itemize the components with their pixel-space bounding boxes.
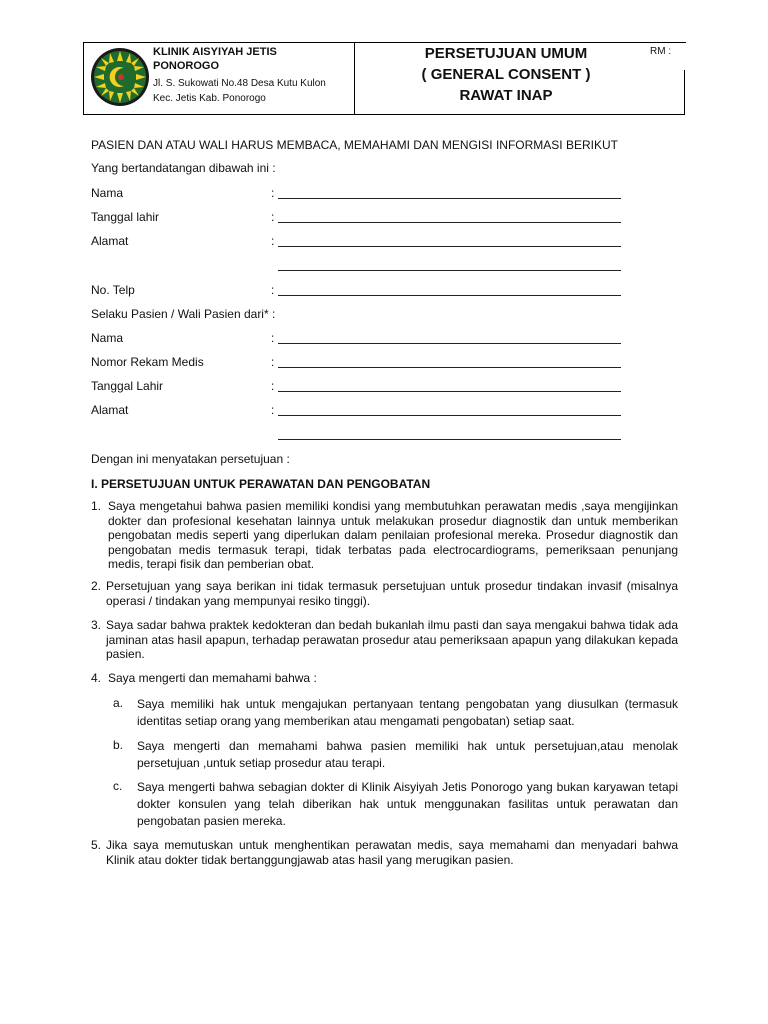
- item-number: 2.: [91, 579, 102, 593]
- sub-item-b: Saya mengerti dan memahami bahwa pasien memiliki hak untuk persetujuan,atau menolak persetujuan ,untuk setiap prosedur atau terapi.: [137, 739, 678, 770]
- patient-record-number-label: Nomor Rekam Medis: [91, 355, 204, 369]
- patient-address-label: Alamat: [91, 403, 129, 417]
- patient-birthdate-label: Tanggal Lahir: [91, 379, 164, 393]
- sub-item-a: Saya memiliki hak untuk mengajukan pertanyaan tentang pengobatan yang diusulkan (termasuk identitas setiap orang yang memberikan atau mengamati pengobatan) setiap saat.: [137, 697, 678, 728]
- patient-address-field[interactable]: [278, 415, 621, 416]
- signer-birthdate-label: Tanggal lahir: [91, 210, 160, 224]
- item-number: 4.: [91, 671, 102, 685]
- signer-name-field[interactable]: [278, 198, 621, 199]
- signer-phone-field[interactable]: [278, 295, 621, 296]
- title-line-3: RAWAT INAP: [459, 87, 553, 104]
- header-border-right: [684, 70, 685, 115]
- clinic-name: KLINIK AISYIYAH JETIS PONOROGO: [153, 46, 277, 72]
- consent-item-1: [108, 499, 678, 572]
- patient-intro: Selaku Pasien / Wali Pasien dari* :: [91, 307, 276, 321]
- patient-record-number-field[interactable]: [278, 367, 621, 368]
- colon: :: [271, 186, 275, 200]
- section-heading: I. PERSETUJUAN UNTUK PERAWATAN DAN PENGOBATAN: [91, 477, 431, 491]
- form-title: [356, 43, 656, 106]
- patient-name-field[interactable]: [278, 343, 621, 344]
- sub-item-mark: c.: [113, 779, 123, 793]
- signer-address-field-line2[interactable]: [278, 270, 621, 271]
- clinic-address: Jl. S. Sukowati No.48 Desa Kutu Kulon Kec. Jetis Kab. Ponorogo: [153, 78, 326, 104]
- patient-birthdate-field[interactable]: [278, 391, 621, 392]
- consent-item-text: Jika saya memutuskan untuk menghentikan perawatan medis, saya memahami dan menyadari bahwa Klinik atau dokter tidak bertanggungjawab atas hasil yang merugikan pasien.: [106, 838, 678, 867]
- consent-item-text: Persetujuan yang saya berikan ini tidak termasuk persetujuan untuk prosedur tindakan invasif (misalnya operasi / tindakan yang mempunyai resiko tinggi).: [106, 579, 678, 608]
- header-divider: [354, 42, 355, 114]
- consent-item-3: [106, 618, 678, 662]
- signer-address-field[interactable]: [278, 246, 621, 247]
- colon: :: [271, 355, 275, 369]
- patient-name-label: Nama: [91, 331, 124, 345]
- signer-intro: Yang bertandatangan dibawah ini :: [91, 161, 276, 175]
- title-line-2: ( GENERAL CONSENT ): [421, 66, 591, 83]
- signer-name-label: Nama: [91, 186, 124, 200]
- instruction-text: PASIEN DAN ATAU WALI HARUS MEMBACA, MEMAHAMI DAN MENGISI INFORMASI BERIKUT: [91, 138, 618, 152]
- colon: :: [271, 331, 275, 345]
- consent-intro: Dengan ini menyatakan persetujuan :: [91, 452, 290, 466]
- signer-birthdate-field[interactable]: [278, 222, 621, 223]
- item-number: 1.: [91, 499, 102, 513]
- clinic-logo-icon: [90, 47, 150, 107]
- patient-address-field-line2[interactable]: [278, 439, 621, 440]
- signer-address-label: Alamat: [91, 234, 129, 248]
- colon: :: [271, 403, 275, 417]
- colon: :: [271, 283, 275, 297]
- signer-phone-label: No. Telp: [91, 283, 135, 297]
- item-number: 5.: [91, 838, 102, 852]
- sub-item-mark: a.: [113, 696, 124, 710]
- consent-item-2: [106, 579, 678, 608]
- sub-item-c: Saya mengerti bahwa sebagian dokter di Klinik Aisyiyah Jetis Ponorogo yang bukan karyawan tetapi dokter konsulen yang telah diberikan hak untuk menggunakan fasilitas untuk perawatan dan pengobatan pasien mereka.: [137, 780, 678, 828]
- rm-label: RM :: [650, 46, 672, 57]
- title-line-1: PERSETUJUAN UMUM: [424, 45, 588, 62]
- sub-item-mark: b.: [113, 738, 124, 752]
- consent-item-text: Saya sadar bahwa praktek kedokteran dan bedah bukanlah ilmu pasti dan saya mengakui bahwa tidak ada jaminan atas hasil apapun, terhadap perawatan prosedur atau pemeriksaan apapun yang dilakukan kepada pasien.: [106, 618, 678, 662]
- header-border-bottom: [83, 114, 685, 115]
- consent-item-5: [106, 838, 678, 867]
- consent-item-4: Saya mengerti dan memahami bahwa :: [108, 671, 317, 685]
- colon: :: [271, 210, 275, 224]
- colon: :: [271, 234, 275, 248]
- item-number: 3.: [91, 618, 102, 632]
- colon: :: [271, 379, 275, 393]
- consent-item-text: Saya mengetahui bahwa pasien memiliki kondisi yang membutuhkan perawatan medis ,saya mengijinkan dokter dan profesional kesehatan lainnya untuk melakukan prosedur diagnostik dan untuk memberikan pengobatan medis seperti yang diperlukan dalam penilaian profesional mereka. Prosedur diagnostik dan pengobatan medis termasuk terapi, tidak terbatas pada electrocardiograms, pemeriksaan penunjang medis, terapi fisik dan pemberian obat.: [108, 499, 678, 572]
